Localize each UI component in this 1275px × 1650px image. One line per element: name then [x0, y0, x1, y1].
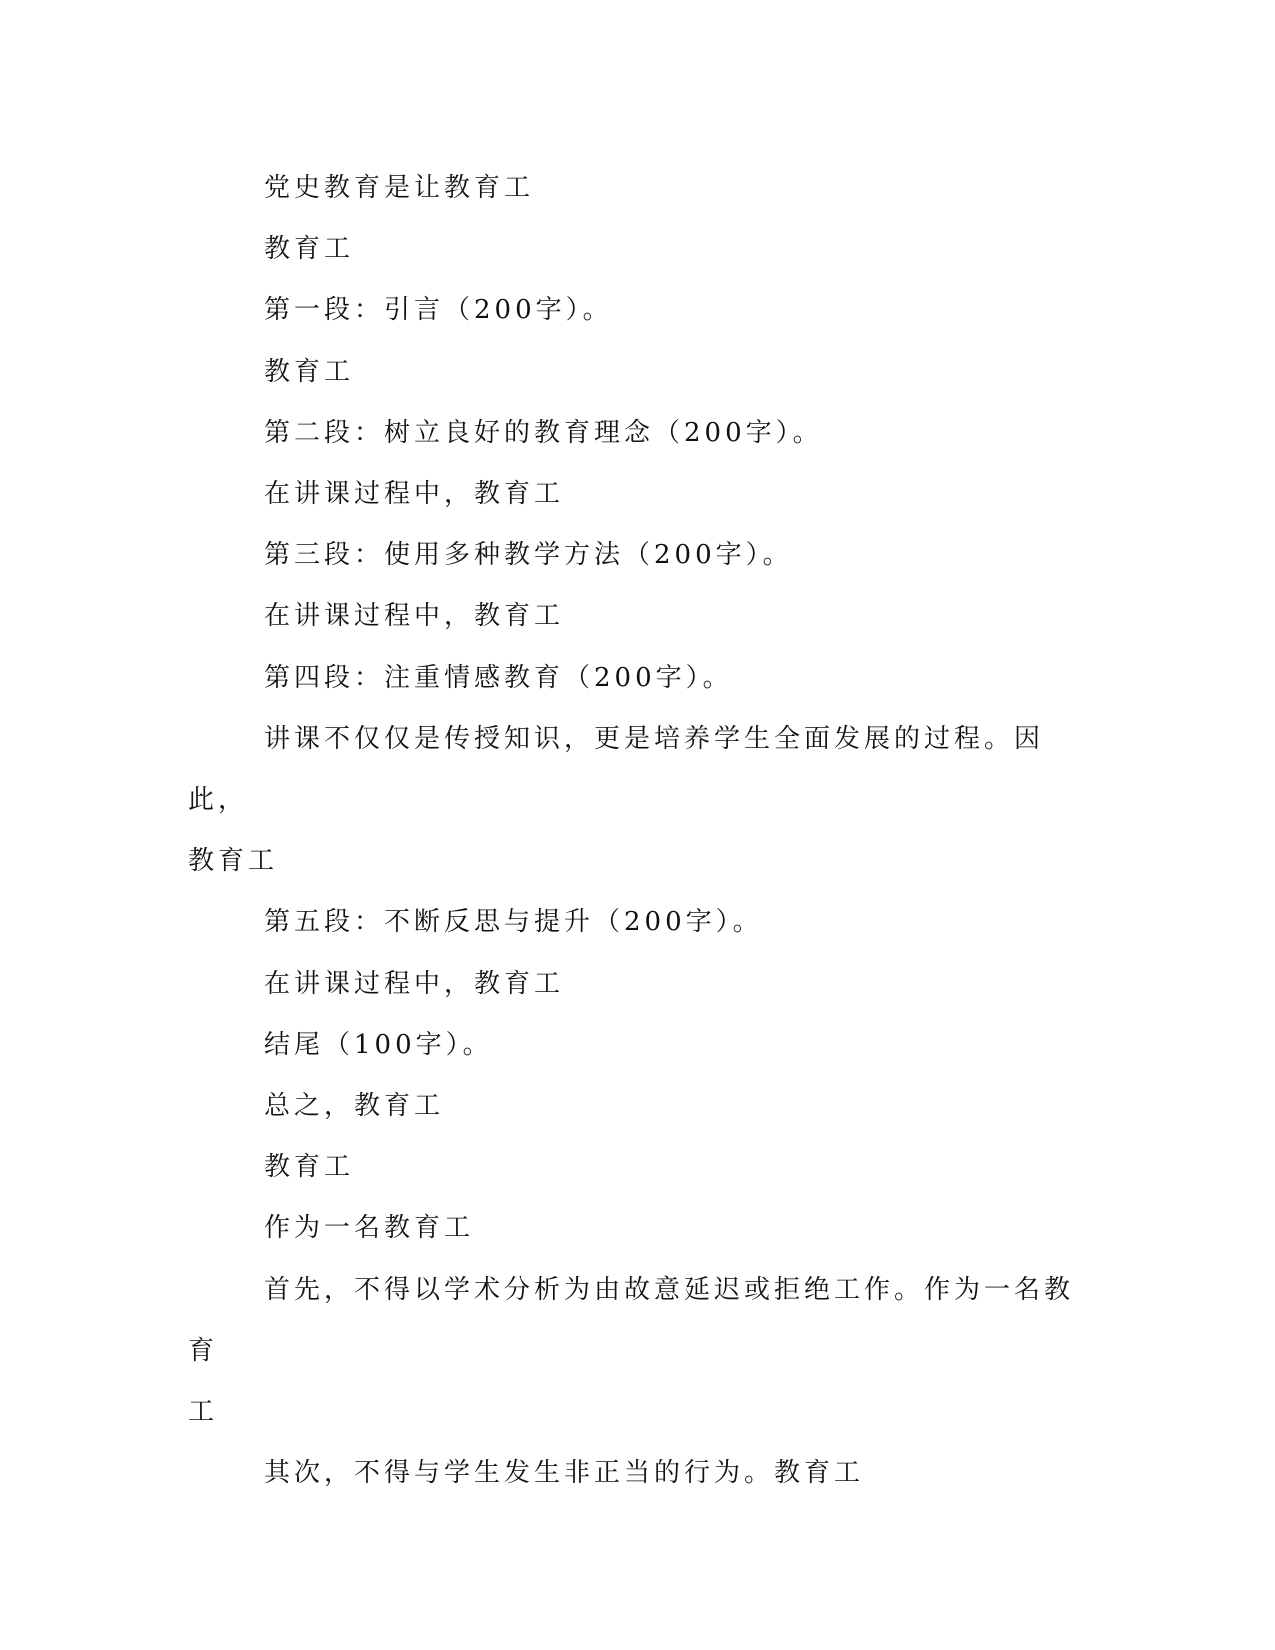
- paragraph-16: 教育工: [264, 1152, 355, 1183]
- paragraph-12-heading: 第五段：不断反思与提升（200字）。: [264, 907, 763, 938]
- paragraph-6: 在讲课过程中，教育工: [264, 479, 565, 510]
- paragraph-19: 工: [188, 1397, 219, 1428]
- paragraph-15: 总之，教育工: [264, 1091, 445, 1122]
- paragraph-18: 首先，不得以学术分析为由故意延迟或拒绝工作。作为一名教育: [188, 1274, 1075, 1366]
- paragraph-7-heading: 第三段：使用多种教学方法（200字）。: [264, 540, 793, 571]
- paragraph-5-heading: 第二段：树立良好的教育理念（200字）。: [264, 417, 823, 448]
- paragraph-4: 教育工: [264, 356, 355, 387]
- paragraph-17: 作为一名教育工: [264, 1213, 475, 1244]
- paragraph-3-heading: 第一段：引言（200字）。: [264, 295, 613, 326]
- paragraph-20: 其次，不得与学生发生非正当的行为。教育工: [264, 1458, 865, 1489]
- paragraph-11: 教育工: [188, 846, 279, 877]
- paragraph-1: 党史教育是让教育工: [264, 173, 535, 203]
- paragraph-14-heading: 结尾（100字）。: [264, 1029, 493, 1060]
- paragraph-10: 讲课不仅仅是传授知识，更是培养学生全面发展的过程。因此，: [188, 723, 1045, 816]
- paragraph-9-heading: 第四段：注重情感教育（200字）。: [264, 662, 733, 693]
- paragraph-2: 教育工: [264, 234, 355, 265]
- document-body: [188, 158, 1078, 1504]
- paragraph-13: 在讲课过程中，教育工: [264, 968, 565, 999]
- paragraph-8: 在讲课过程中，教育工: [264, 601, 565, 632]
